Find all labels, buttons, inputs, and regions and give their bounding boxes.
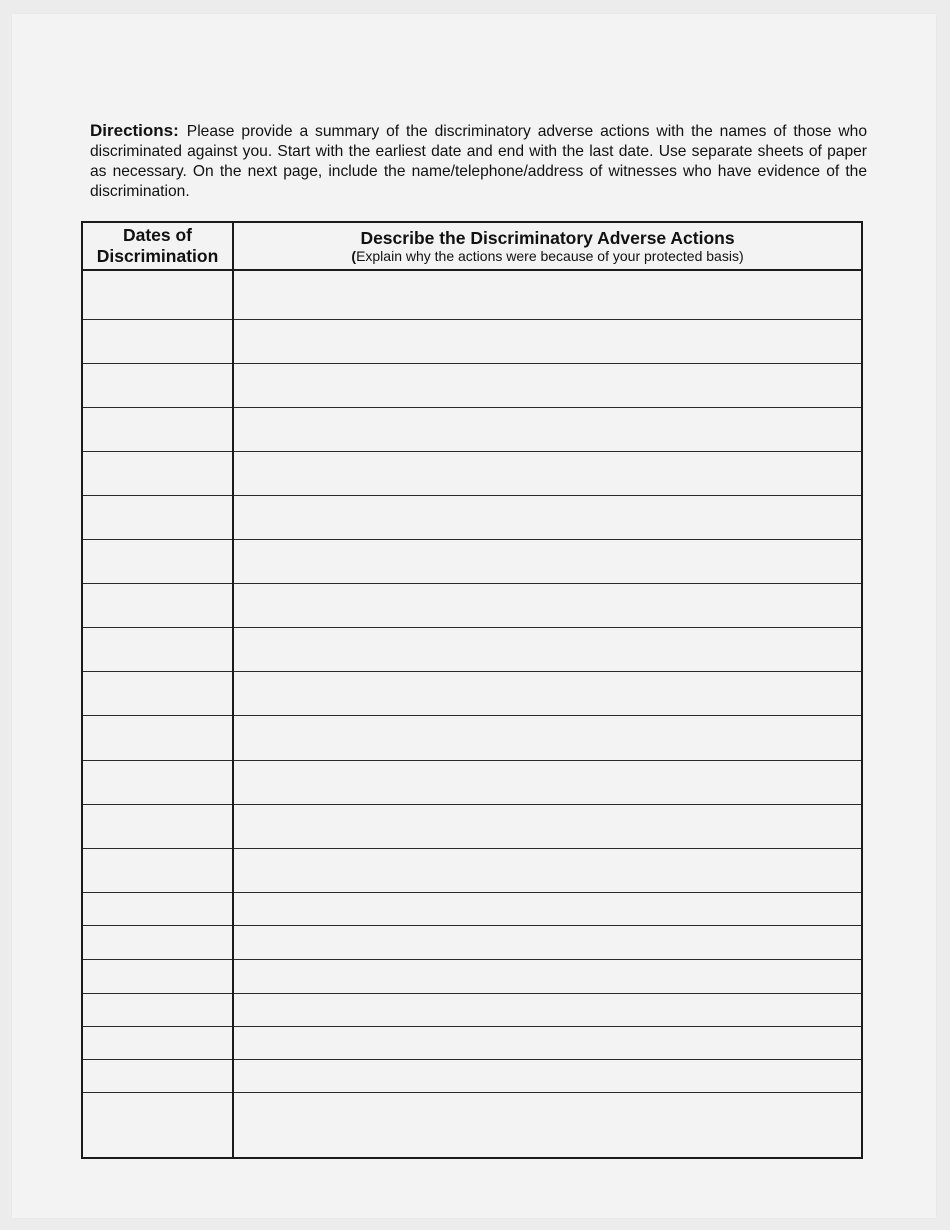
table-row [83, 892, 861, 926]
description-header-title: Describe the Discriminatory Adverse Actions [360, 227, 735, 248]
description-cell[interactable] [234, 715, 861, 760]
date-cell[interactable] [83, 407, 232, 451]
description-cell[interactable] [234, 804, 861, 848]
column-divider [232, 223, 234, 1157]
description-cell[interactable] [234, 760, 861, 804]
description-cell[interactable] [234, 495, 861, 539]
description-header-subtitle-text: Explain why the actions were because of your protected basis) [356, 247, 744, 264]
description-cell[interactable] [234, 539, 861, 583]
directions-paragraph [90, 121, 867, 202]
table-row [83, 671, 861, 716]
table-row [83, 1026, 861, 1060]
description-column-header [234, 223, 861, 269]
description-cell[interactable] [234, 671, 861, 715]
date-cell[interactable] [83, 627, 232, 671]
discrimination-table [81, 221, 863, 1159]
description-cell[interactable] [234, 959, 861, 993]
table-row [83, 925, 861, 960]
table-row [83, 760, 861, 805]
table-row [83, 495, 861, 540]
date-cell[interactable] [83, 269, 232, 319]
description-cell[interactable] [234, 1092, 861, 1127]
description-cell[interactable] [234, 1026, 861, 1059]
description-header-subtitle [351, 248, 743, 265]
table-row [83, 715, 861, 761]
table-row [83, 848, 861, 893]
date-cell[interactable] [83, 959, 232, 993]
date-cell[interactable] [83, 363, 232, 407]
date-cell[interactable] [83, 925, 232, 959]
description-cell[interactable] [234, 363, 861, 407]
description-cell[interactable] [234, 892, 861, 925]
description-cell[interactable] [234, 1059, 861, 1092]
dates-column-header [83, 223, 232, 269]
date-cell[interactable] [83, 848, 232, 892]
table-row [83, 804, 861, 849]
date-cell[interactable] [83, 993, 232, 1026]
description-cell[interactable] [234, 993, 861, 1026]
date-cell[interactable] [83, 671, 232, 715]
directions-text: Please provide a summary of the discriminatory adverse actions with the names of those who discriminated against you. Start with the earliest date and end with the last date. Use separate sheets of paper as necessary. On the next page, include the name/telephone/address of witnesses who have evidence of the discrimination. [90, 123, 867, 200]
dates-header-line1: Dates of [122, 225, 193, 245]
description-cell[interactable] [234, 627, 861, 671]
description-cell[interactable] [234, 925, 861, 959]
date-cell[interactable] [83, 715, 232, 760]
description-cell[interactable] [234, 319, 861, 363]
table-row [83, 407, 861, 452]
description-cell[interactable] [234, 451, 861, 495]
table-row [83, 993, 861, 1027]
table-row [83, 269, 861, 320]
date-cell[interactable] [83, 1026, 232, 1059]
table-row [83, 959, 861, 994]
date-cell[interactable] [83, 583, 232, 627]
date-cell[interactable] [83, 539, 232, 583]
date-cell[interactable] [83, 1059, 232, 1092]
dates-header-line2: Discrimination [96, 246, 219, 266]
table-row [83, 319, 861, 364]
date-cell[interactable] [83, 495, 232, 539]
date-cell[interactable] [83, 760, 232, 804]
description-header-open-paren: ( [351, 247, 357, 264]
description-cell[interactable] [234, 269, 861, 319]
date-cell[interactable] [83, 892, 232, 925]
date-cell[interactable] [83, 451, 232, 495]
date-cell[interactable] [83, 1092, 232, 1127]
directions-label: Directions: [90, 121, 179, 140]
table-row [83, 1059, 861, 1093]
date-cell[interactable] [83, 804, 232, 848]
table-header-row [83, 223, 861, 271]
table-row [83, 583, 861, 628]
table-row [83, 363, 861, 408]
date-cell[interactable] [83, 319, 232, 363]
table-row [83, 627, 861, 672]
table-row [83, 539, 861, 584]
table-row [83, 1092, 861, 1127]
description-cell[interactable] [234, 848, 861, 892]
description-cell[interactable] [234, 583, 861, 627]
table-row [83, 451, 861, 496]
description-cell[interactable] [234, 407, 861, 451]
